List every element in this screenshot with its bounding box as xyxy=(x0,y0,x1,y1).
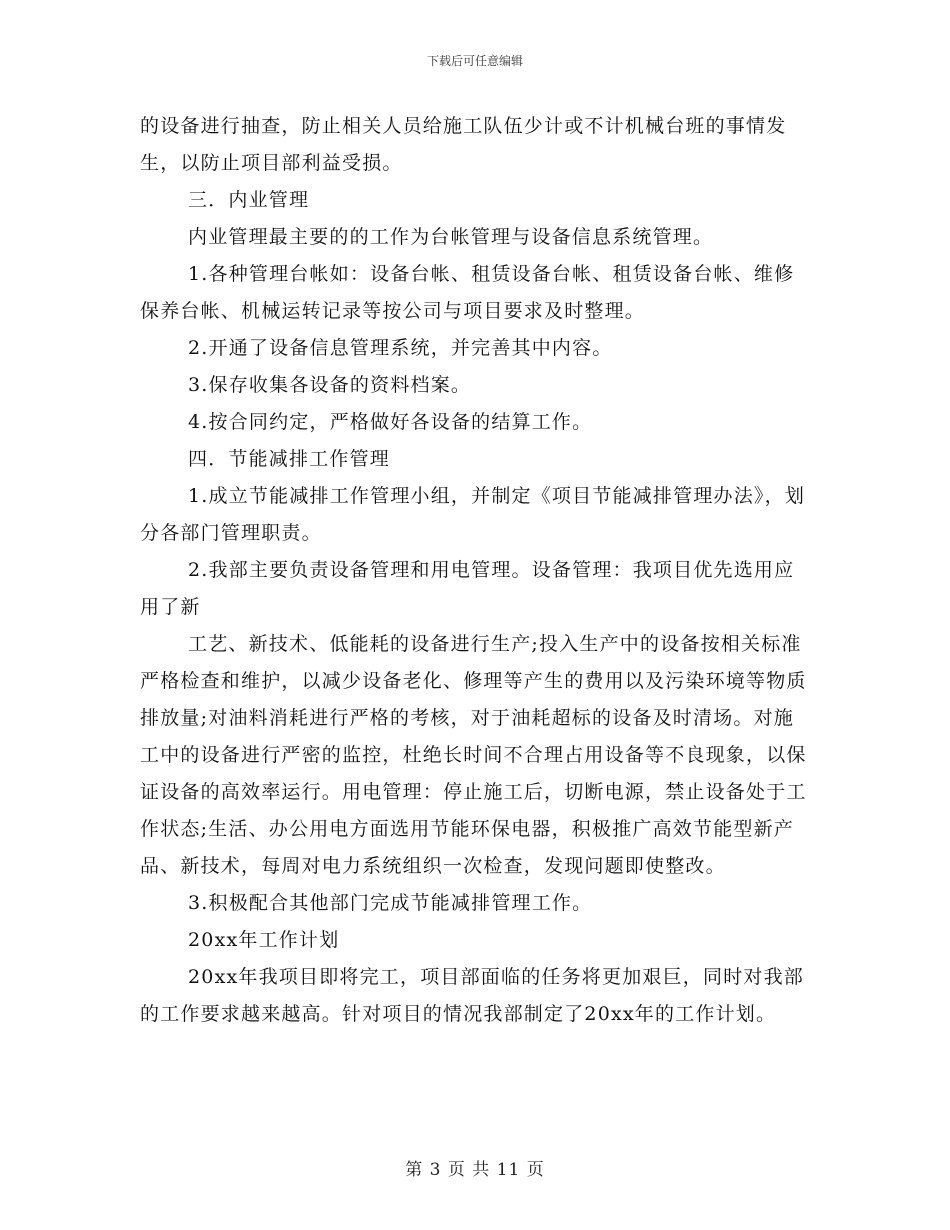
paragraph: 内业管理最主要的的工作为台帐管理与设备信息系统管理。 xyxy=(188,226,714,248)
list-item: 2.我部主要负责设备管理和用电管理。设备管理：我项目优先选用应用了新 xyxy=(140,559,795,618)
section-heading: 四．节能减排工作管理 xyxy=(188,448,391,470)
paragraph: 20xx年我项目即将完工，项目部面临的任务将更加艰巨，同时对我部的工作要求越来越高。针对项目的情况我部制定了20xx年的工作计划。 xyxy=(140,966,805,1025)
document-body xyxy=(140,108,810,1033)
section-heading: 20xx年工作计划 xyxy=(188,929,340,951)
paragraph: 的设备进行抽查，防止相关人员给施工队伍少计或不计机械台班的事情发生，以防止项目部利益受损。 xyxy=(140,115,787,174)
list-item: 3.积极配合其他部门完成节能减排管理工作。 xyxy=(188,892,593,914)
list-item: 1.各种管理台帐如：设备台帐、租赁设备台帐、租赁设备台帐、维修保养台帐、机械运转记录等按公司与项目要求及时整理。 xyxy=(140,263,795,322)
page-header-note: 下载后可任意编辑 xyxy=(426,54,523,68)
page-number: 第 3 页 共 11 页 xyxy=(405,1160,545,1180)
list-item: 3.保存收集各设备的资料档案。 xyxy=(188,374,472,396)
list-item: 4.按合同约定，严格做好各设备的结算工作。 xyxy=(188,411,593,433)
paragraph: 工艺、新技术、低能耗的设备进行生产;投入生产中的设备按相关标准严格检查和维护，以减少设备老化、修理等产生的费用以及污染环境等物质排放量;对油料消耗进行严格的考核，对于油耗超标的设备及时清场。对施工中的设备进行严密的监控，杜绝长时间不合理占用设备等不良现象，以保证设备的高效率运行。用电管理：停止施工后，切断电源，禁止设备处于工作状态;生活、办公用电方面选用节能环保电器，积极推广高效节能型新产品、新技术，每周对电力系统组织一次检查，发现问题即使整改。 xyxy=(140,633,807,877)
section-heading: 三．内业管理 xyxy=(188,189,310,211)
list-item: 2.开通了设备信息管理系统，并完善其中内容。 xyxy=(188,337,613,359)
list-item: 1.成立节能减排工作管理小组，并制定《项目节能减排管理办法》，划分各部门管理职责。 xyxy=(140,485,806,544)
